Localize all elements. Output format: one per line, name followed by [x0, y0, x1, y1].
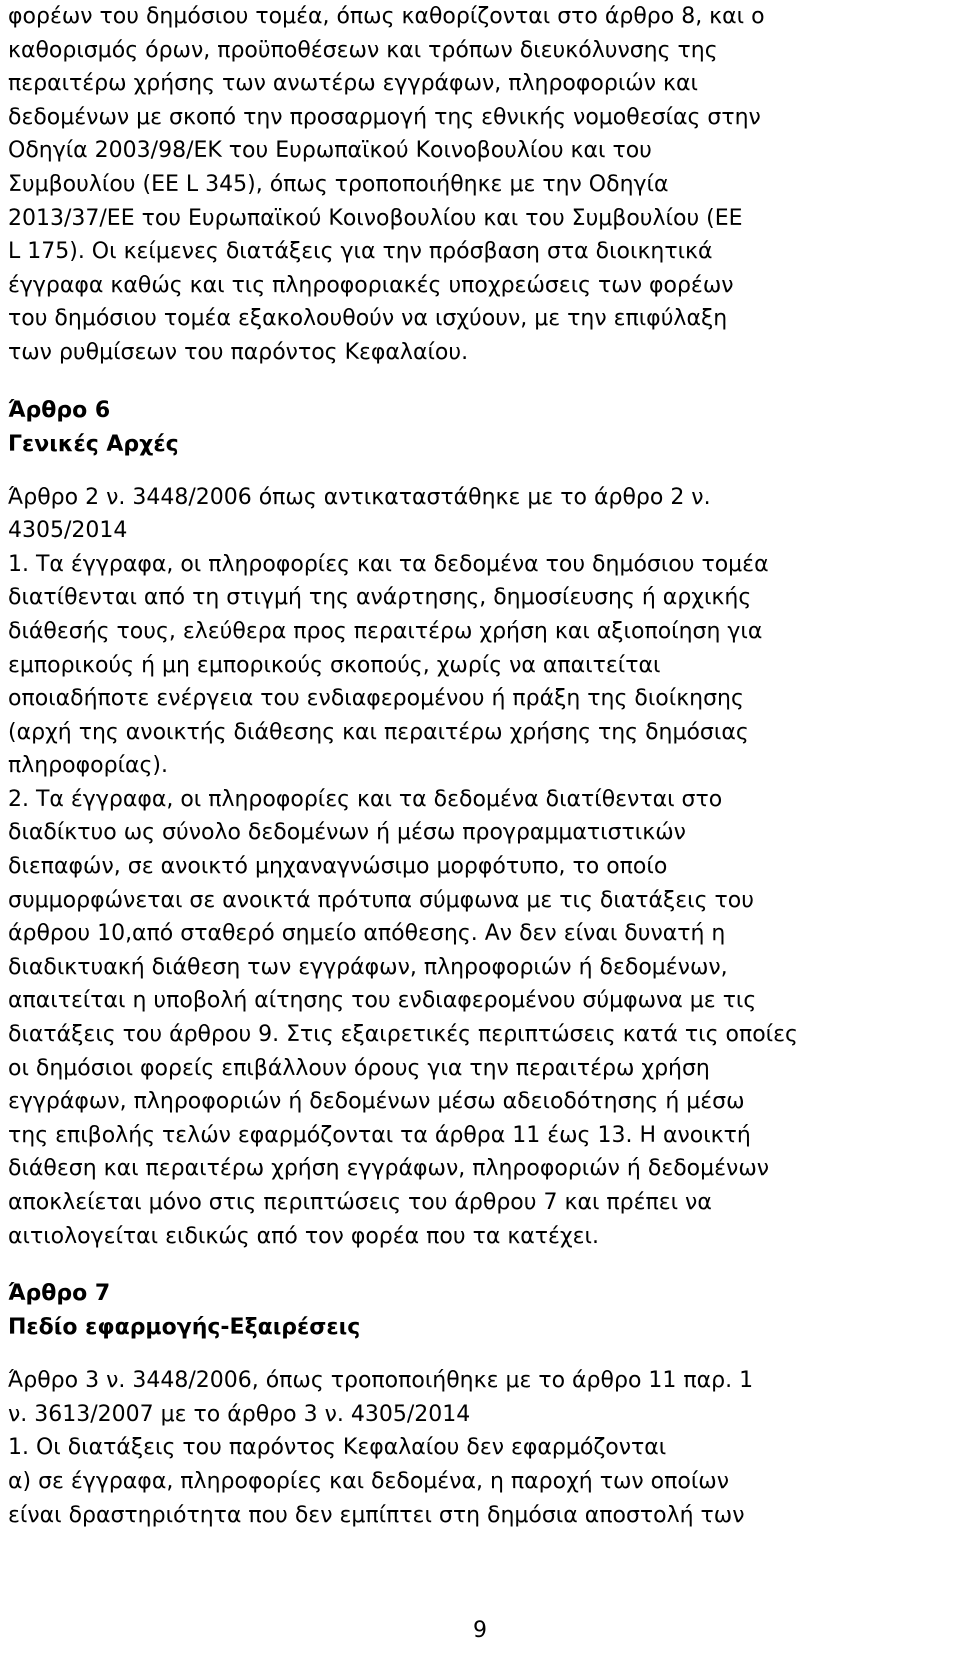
article-6-heading-title: Γενικές Αρχές	[8, 431, 179, 457]
article-6-source	[8, 481, 953, 548]
text-line: εγγράφων, πληροφοριών ή δεδομένων μέσω αδειοδότησης ή μέσω	[8, 1089, 745, 1115]
page-number: 9	[473, 1618, 487, 1643]
text-line: καθορισμός όρων, προϋποθέσεων και τρόπων διευκόλυνσης της	[8, 37, 718, 63]
article-6-paragraph-2	[8, 783, 953, 1253]
text-line: διαδικτυακή διάθεση των εγγράφων, πληροφοριών ή δεδομένων,	[8, 954, 728, 980]
text-line: 1. Τα έγγραφα, οι πληροφορίες και τα δεδομένα του δημόσιου τομέα	[8, 551, 769, 577]
text-line: φορέων του δημόσιου τομέα, όπως καθορίζονται στο άρθρο 8, και ο	[8, 4, 765, 29]
text-line: διαδίκτυο ως σύνολο δεδομένων ή μέσω προγραμματιστικών	[8, 820, 686, 846]
text-line: 1. Οι διατάξεις του παρόντος Κεφαλαίου δεν εφαρμόζονται	[8, 1435, 667, 1461]
text-line: εμπορικούς ή μη εμπορικούς σκοπούς, χωρίς να απαιτείται	[8, 652, 661, 678]
article-7-source	[8, 1364, 953, 1431]
article-6-heading-number: Άρθρο 6	[8, 397, 111, 423]
text-line: συμμορφώνεται σε ανοικτά πρότυπα σύμφωνα με τις διατάξεις του	[8, 887, 754, 913]
text-line: πληροφορίας).	[8, 753, 169, 779]
text-line: α) σε έγγραφα, πληροφορίες και δεδομένα, η παροχή των οποίων	[8, 1468, 729, 1494]
text-line: αιτιολογείται ειδικώς από τον φορέα που τα κατέχει.	[8, 1223, 599, 1249]
source-line: ν. 3613/2007 με το άρθρο 3 ν. 4305/2014	[8, 1401, 471, 1427]
text-line: απαιτείται η υποβολή αίτησης του ενδιαφερομένου σύμφωνα με τις	[8, 988, 757, 1014]
text-line: διάθεσής τους, ελεύθερα προς περαιτέρω χρήση και αξιοποίηση για	[8, 618, 763, 644]
text-line: διατίθενται από τη στιγμή της ανάρτησης, δημοσίευσης ή αρχικής	[8, 585, 752, 611]
text-line: περαιτέρω χρήσης των ανωτέρω εγγράφων, πληροφοριών και	[8, 71, 698, 97]
text-line: διεπαφών, σε ανοικτό μηχαναγνώσιμο μορφότυπο, το οποίο	[8, 854, 668, 880]
text-line: είναι δραστηριότητα που δεν εμπίπτει στη δημόσια αποστολή των	[8, 1502, 745, 1528]
text-line: έγγραφα καθώς και τις πληροφοριακές υποχρεώσεις των φορέων	[8, 272, 734, 298]
text-line: άρθρου 10,από σταθερό σημείο απόθεσης. Αν δεν είναι δυνατή η	[8, 921, 726, 947]
text-line: (αρχή της ανοικτής διάθεσης και περαιτέρω χρήσης της δημόσιας	[8, 719, 749, 745]
text-line: Συμβουλίου (ΕΕ L 345), όπως τροποποιήθηκε με την Οδηγία	[8, 171, 669, 197]
text-line: της επιβολής τελών εφαρμόζονται τα άρθρα 11 έως 13. Η ανοικτή	[8, 1122, 751, 1148]
text-line: L 175). Οι κείμενες διατάξεις για την πρόσβαση στα διοικητικά	[8, 239, 713, 265]
article-7-heading-number: Άρθρο 7	[8, 1281, 111, 1307]
source-line: Άρθρο 2 ν. 3448/2006 όπως αντικαταστάθηκε με το άρθρο 2 ν.	[8, 484, 711, 510]
text-line: διάθεση και περαιτέρω χρήση εγγράφων, πληροφοριών ή δεδομένων	[8, 1156, 770, 1182]
source-line: 4305/2014	[8, 518, 128, 544]
article-7-heading-title: Πεδίο εφαρμογής-Εξαιρέσεις	[8, 1315, 361, 1341]
text-line: 2013/37/ΕΕ του Ευρωπαϊκού Κοινοβουλίου και του Συμβουλίου (ΕΕ	[8, 205, 743, 231]
text-line: οι δημόσιοι φορείς επιβάλλουν όρους για την περαιτέρω χρήση	[8, 1055, 710, 1081]
intro-paragraph	[8, 0, 953, 370]
source-line: Άρθρο 3 ν. 3448/2006, όπως τροποποιήθηκε με το άρθρο 11 παρ. 1	[8, 1368, 754, 1394]
text-line: Οδηγία 2003/98/ΕΚ του Ευρωπαϊκού Κοινοβουλίου και του	[8, 138, 652, 164]
document-page	[8, 0, 953, 1532]
article-6	[8, 394, 953, 1254]
text-line: οποιαδήποτε ενέργεια του ενδιαφερομένου ή πράξη της διοίκησης	[8, 686, 744, 712]
text-line: αποκλείεται μόνο στις περιπτώσεις του άρθρου 7 και πρέπει να	[8, 1190, 712, 1215]
text-line: διατάξεις του άρθρου 9. Στις εξαιρετικές περιπτώσεις κατά τις οποίες	[8, 1022, 798, 1048]
article-6-paragraph-1	[8, 548, 953, 783]
text-line: 2. Τα έγγραφα, οι πληροφορίες και τα δεδομένα διατίθενται στο	[8, 786, 723, 812]
text-line: δεδομένων με σκοπό την προσαρμογή της εθνικής νομοθεσίας στην	[8, 104, 761, 130]
text-line: του δημόσιου τομέα εξακολουθούν να ισχύουν, με την επιφύλαξη	[8, 306, 728, 332]
article-7-body	[8, 1431, 953, 1532]
article-7	[8, 1277, 953, 1532]
text-line: των ρυθμίσεων του παρόντος Κεφαλαίου.	[8, 339, 469, 365]
